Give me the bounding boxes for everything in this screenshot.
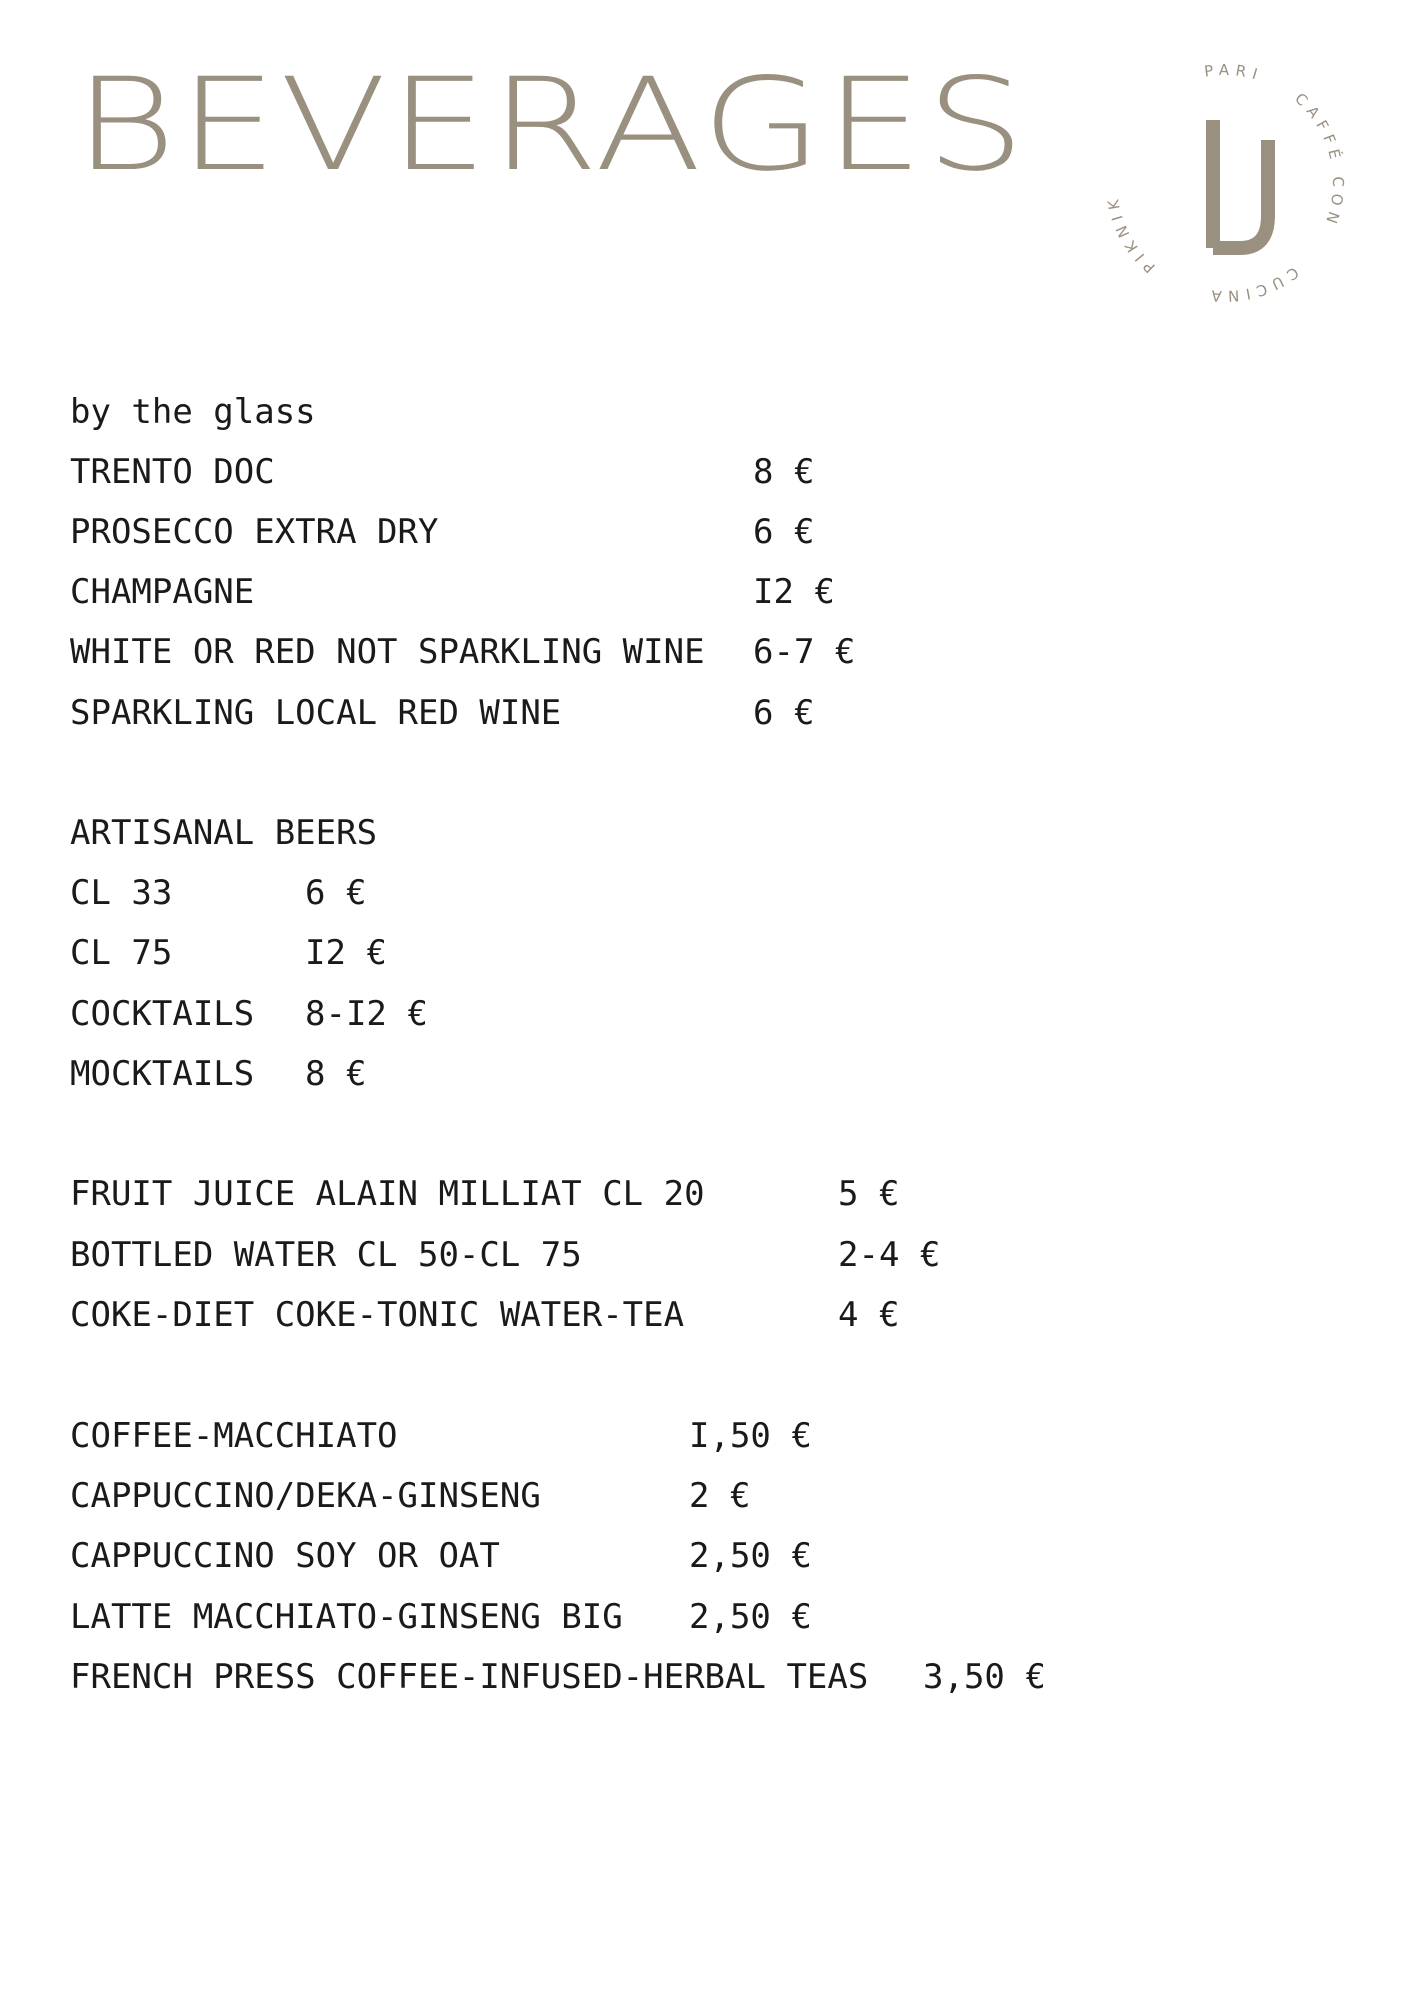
cafe-logo xyxy=(1090,48,1360,318)
logo-ring-right: CAFFÉ CON xyxy=(1291,89,1348,232)
logo-ring-bottom: CUCINA xyxy=(1204,263,1303,306)
page-title: BEVERAGES xyxy=(74,51,1028,200)
logo-ring-top: PARI xyxy=(1203,60,1266,85)
section-heading-beers: ARTISANAL BEERS xyxy=(70,813,378,853)
monogram-icon xyxy=(1213,120,1268,248)
section-heading-glass: by the glass xyxy=(70,392,316,432)
logo-ring-left: PIKNIK xyxy=(1103,192,1159,277)
